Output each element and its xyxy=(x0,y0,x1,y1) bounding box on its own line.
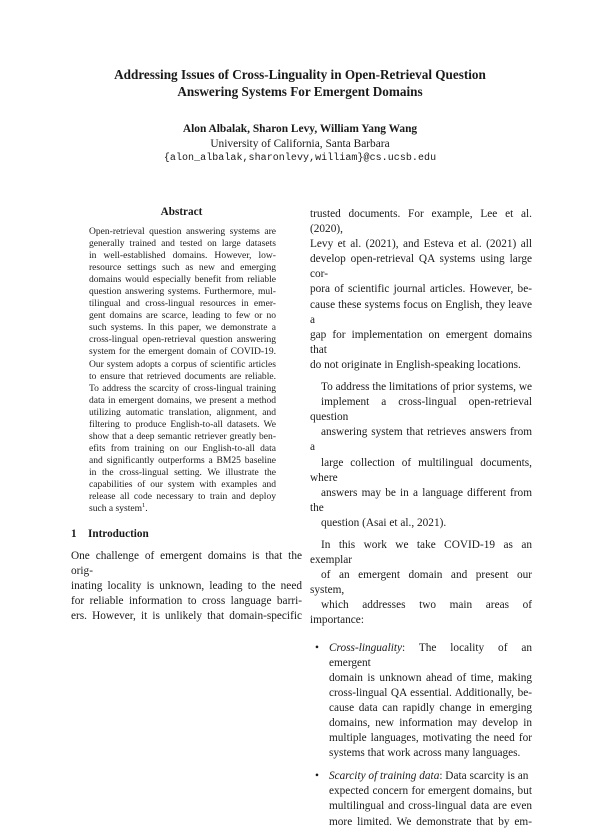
title-line: Answering Systems For Emergent Domains xyxy=(177,84,423,99)
text-line: cause these systems focus on English, they leave a xyxy=(310,298,532,326)
abstract-last-line: such a system xyxy=(89,503,143,515)
abstract-line: and significantly outperforms a BM25 baseline xyxy=(89,454,276,466)
intro-line: for reliable information to cross language barri- xyxy=(71,595,302,608)
intro-line: One challenge of emergent domains is that the orig- xyxy=(71,550,302,578)
text-line: systems that work across many languages. xyxy=(329,747,521,760)
text-line: gap for implementation on emergent domains that xyxy=(310,328,532,356)
abstract-last-punct: . xyxy=(145,503,148,515)
intro-line: ers. However, it is unlikely that domain-specific xyxy=(71,610,302,623)
abstract-line: tilingual and cross-lingual resources in emer- xyxy=(89,298,276,310)
bullet-first-line xyxy=(329,641,532,671)
abstract-line: generally trained and tested on large datasets xyxy=(89,238,276,250)
abstract-line xyxy=(89,503,276,515)
abstract-line: in well-established domains. However, low- xyxy=(89,250,276,262)
author-list: Alon Albalak, Sharon Levy, William Yang Wang xyxy=(182,123,418,135)
abstract-heading: Abstract xyxy=(160,206,203,218)
text-line: In this work we take COVID-19 as an exemplar xyxy=(310,538,532,567)
list-item xyxy=(315,641,532,762)
affiliation: University of California, Santa Barbara xyxy=(210,138,390,150)
text-line: question (Asai et al., 2021). xyxy=(321,516,447,529)
abstract-line: system for the emergent domain of COVID-19. xyxy=(89,346,276,358)
abstract-line: filtering to produce English-to-all datasets. We xyxy=(89,418,276,430)
abstract-line: in the cross-lingual setting. We illustrate the xyxy=(89,466,276,478)
abstract-line: data in emergent domains, we present a method xyxy=(89,394,276,406)
abstract-line: to ensure that retrieved documents are reliable. xyxy=(89,370,276,382)
section-title: Introduction xyxy=(88,528,149,540)
paragraph-address-limitations xyxy=(310,380,532,531)
contribution-list xyxy=(310,641,532,830)
abstract-line: release all code necessary to train and deploy xyxy=(89,491,276,503)
bullet-first-line xyxy=(329,769,532,784)
section-number: 1 xyxy=(71,528,77,540)
text-line: pora of scientific journal articles. However, be- xyxy=(310,283,532,296)
abstract-line: utilizing automatic translation, alignment, and xyxy=(89,406,276,418)
abstract-line: gent domains are scarce, leading to few or no xyxy=(89,310,276,322)
text-line: multiple languages, motivating the need for xyxy=(329,732,532,745)
text-line: Levy et al. (2021), and Esteva et al. (2021) all xyxy=(310,238,532,251)
text-line: more limited. We demonstrate that by em- xyxy=(329,815,532,828)
text-line: To address the limitations of prior systems, we xyxy=(321,381,532,394)
text-line: cross-lingual QA essential. Additionally, be- xyxy=(329,686,532,699)
text-line: trusted documents. For example, Lee et al. (2020), xyxy=(310,208,532,236)
text-line: answers may be in a language different from the xyxy=(310,486,532,514)
abstract-line: domains would especially benefit from reliable xyxy=(89,274,276,286)
text-line: cause data can rapidly change in emerging xyxy=(329,701,532,714)
text-line: multilingual and cross-lingual data are even xyxy=(329,800,532,813)
text-line: implement a cross-lingual open-retrieval question xyxy=(310,396,532,424)
abstract-line: capabilities of our system with examples and xyxy=(89,478,276,490)
abstract-line: efits from training on our English-to-all data xyxy=(89,442,276,454)
text-line: domain is unknown ahead of time, making xyxy=(329,671,532,684)
text-line: develop open-retrieval QA systems using large cor- xyxy=(310,253,532,281)
abstract-line: cross-lingual open-retrieval question answering xyxy=(89,334,276,346)
title-line: Addressing Issues of Cross-Linguality in Open-Retrieval Question xyxy=(114,67,486,82)
introduction-left-column xyxy=(71,549,302,624)
paragraph-trusted-documents xyxy=(310,207,532,373)
text-line: which addresses two main areas of importance: xyxy=(310,599,532,627)
abstract-line: resource settings such as new and emerging xyxy=(89,262,276,274)
bullet-term: Scarcity of training data xyxy=(329,770,440,783)
abstract-line: To address the scarcity of cross-lingual training xyxy=(89,382,276,394)
text-line: expected concern for emergent domains, but xyxy=(329,785,532,798)
text-line: domains, new information may develop in xyxy=(329,717,532,729)
bullet-first-text: : Data scarcity is an xyxy=(439,770,529,783)
abstract-body xyxy=(89,226,276,515)
abstract-line: such systems. In this paper, we demonstrate a xyxy=(89,322,276,334)
bullet-icon: • xyxy=(315,770,319,783)
right-column xyxy=(310,207,532,830)
footnote-mark: 1 xyxy=(142,501,146,509)
abstract-line: Open-retrieval question answering systems are xyxy=(89,226,276,237)
section-heading-introduction xyxy=(71,528,301,541)
abstract-line: show that a deep semantic retriever greatly ben- xyxy=(89,430,276,442)
abstract-line: Our system adopts a corpus of scientific articles xyxy=(89,358,276,370)
text-line: do not originate in English-speaking locations. xyxy=(310,358,521,371)
bullet-body xyxy=(329,784,532,829)
abstract-lines xyxy=(89,226,276,503)
bullet-body xyxy=(329,671,532,762)
author-emails: {alon_albalak,sharonlevy,william}@cs.ucsb.edu xyxy=(163,153,437,164)
abstract-line: question answering systems. Furthermore, mul- xyxy=(89,286,276,298)
text-line: of an emergent domain and present our system, xyxy=(310,569,532,597)
bullet-first-text: : The locality of an emergent xyxy=(329,641,532,669)
text-line: answering system that retrieves answers from a xyxy=(310,426,532,454)
bullet-term: Cross-linguality xyxy=(329,641,403,654)
bullet-icon: • xyxy=(315,641,319,654)
paper-title xyxy=(60,66,540,100)
paragraph-this-work xyxy=(310,538,532,629)
text-line: large collection of multilingual documents, where xyxy=(310,456,532,484)
list-item xyxy=(315,769,532,829)
intro-line: inating locality is unknown, leading to the need xyxy=(71,580,302,593)
